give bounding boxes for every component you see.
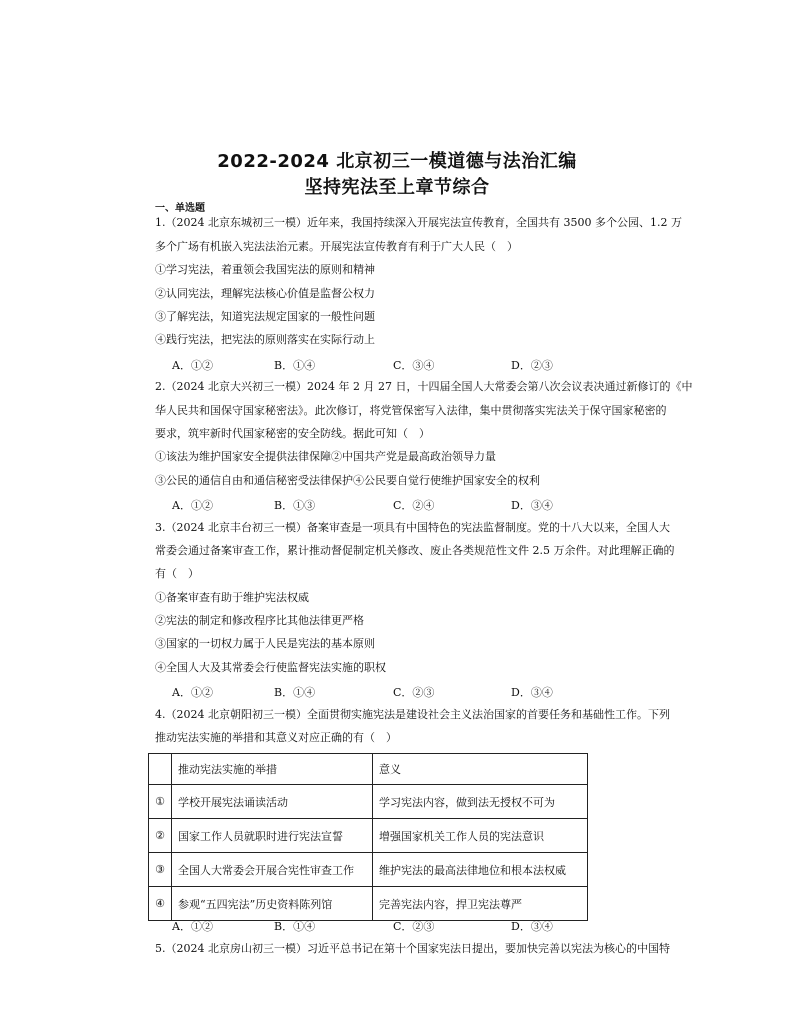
- q3-option-c[interactable]: C．②③: [393, 686, 435, 699]
- table-cell: ④: [149, 887, 172, 921]
- q4-option-b[interactable]: B．①④: [274, 920, 316, 933]
- table-row: [149, 853, 588, 887]
- q1-item-3: ③了解宪法，知道宪法规定国家的一般性问题: [155, 310, 375, 323]
- q1-stem-line1: 1.（2024 北京东城初三一模）近年来，我国持续深入开展宪法宣传教育，全国共有 3500 多个公园、1.2 万: [155, 216, 682, 229]
- table-cell: 学校开展宪法诵读活动: [172, 785, 373, 819]
- table-cell: ②: [149, 819, 172, 853]
- q4-stem-line1: 4.（2024 北京朝阳初三一模）全面贯彻实施宪法是建设社会主义法治国家的首要任务和基础性工作。下列: [155, 708, 670, 721]
- q2-stem-line1: 2.（2024 北京大兴初三一模）2024 年 2 月 27 日，十四届全国人大常委会第八次会议表决通过新修订的《中: [155, 380, 693, 393]
- table-header-cell: [149, 754, 172, 785]
- table-cell: 维护宪法的最高法律地位和根本法权威: [373, 853, 588, 887]
- q4-option-c[interactable]: C．②③: [393, 920, 435, 933]
- document-title: 2022-2024 北京初三一模道德与法治汇编: [217, 151, 577, 172]
- q2-stem-line3: 要求，筑牢新时代国家秘密的安全防线。据此可知（ ）: [155, 427, 430, 440]
- table-header-cell: 推动宪法实施的举措: [172, 754, 373, 785]
- q2-option-d[interactable]: D．③④: [511, 499, 553, 512]
- q2-stem-line2: 华人民共和国保守国家秘密法》。此次修订，将党管保密写入法律，集中贯彻落实宪法关于保守国家秘密的: [155, 404, 667, 417]
- q1-item-4: ④践行宪法，把宪法的原则落实在实际行动上: [155, 333, 375, 346]
- section-heading: 一、单选题: [155, 203, 205, 214]
- table-header-cell: 意义: [373, 754, 588, 785]
- q3-option-b[interactable]: B．①④: [274, 686, 316, 699]
- q4-option-a[interactable]: A．①②: [172, 920, 213, 933]
- q5-stem-line1: 5.（2024 北京房山初三一模）习近平总书记在第十个国家宪法日提出，要加快完善以宪法为核心的中国特: [155, 942, 670, 955]
- table-cell: 参观“五四宪法”历史资料陈列馆: [172, 887, 373, 921]
- table-cell: 全国人大常委会开展合宪性审查工作: [172, 853, 373, 887]
- q1-stem-line2: 多个广场有机嵌入宪法法治元素。开展宪法宣传教育有利于广大人民（ ）: [155, 240, 518, 253]
- q3-item-1: ①备案审查有助于维护宪法权威: [155, 591, 309, 604]
- q1-option-b[interactable]: B．①④: [274, 359, 316, 372]
- q1-option-a[interactable]: A．①②: [172, 359, 213, 372]
- q3-stem-line2: 常委会通过备案审查工作，累计推动督促制定机关修改、废止各类规范性文件 2.5 万余件。对此理解正确的: [155, 544, 675, 557]
- q3-option-d[interactable]: D．③④: [511, 686, 553, 699]
- table-cell: ①: [149, 785, 172, 819]
- q2-option-c[interactable]: C．②④: [393, 499, 435, 512]
- q2-option-b[interactable]: B．①③: [274, 499, 316, 512]
- q2-item-line1: ①该法为维护国家安全提供法律保障②中国共产党是最高政治领导力量: [155, 450, 496, 463]
- table-cell: 国家工作人员就职时进行宪法宣誓: [172, 819, 373, 853]
- q4-stem-line2: 推动宪法实施的举措和其意义对应正确的有（ ）: [155, 731, 397, 744]
- q1-item-1: ①学习宪法，着重领会我国宪法的原则和精神: [155, 263, 375, 276]
- table-row: [149, 785, 588, 819]
- q4-table: [148, 753, 588, 921]
- table-cell: 完善宪法内容，捍卫宪法尊严: [373, 887, 588, 921]
- q1-item-2: ②认同宪法，理解宪法核心价值是监督公权力: [155, 287, 375, 300]
- q2-option-a[interactable]: A．①②: [172, 499, 213, 512]
- q3-item-3: ③国家的一切权力属于人民是宪法的基本原则: [155, 637, 375, 650]
- table-cell: 增强国家机关工作人员的宪法意识: [373, 819, 588, 853]
- table-cell: ③: [149, 853, 172, 887]
- document-subtitle: 坚持宪法至上章节综合: [304, 177, 490, 198]
- q3-option-a[interactable]: A．①②: [172, 686, 213, 699]
- q1-option-c[interactable]: C．③④: [393, 359, 435, 372]
- table-row: [149, 819, 588, 853]
- table-header-row: [149, 754, 588, 785]
- q4-option-d[interactable]: D．③④: [511, 920, 553, 933]
- q3-stem-line3: 有（ ）: [155, 567, 199, 580]
- table-cell: 学习宪法内容，做到法无授权不可为: [373, 785, 588, 819]
- q3-item-4: ④全国人大及其常委会行使监督宪法实施的职权: [155, 661, 386, 674]
- q3-item-2: ②宪法的制定和修改程序比其他法律更严格: [155, 614, 364, 627]
- q1-option-d[interactable]: D．②③: [511, 359, 553, 372]
- q3-stem-line1: 3.（2024 北京丰台初三一模）备案审查是一项具有中国特色的宪法监督制度。党的十八大以来，全国人大: [155, 521, 670, 534]
- table-row: [149, 887, 588, 921]
- q2-item-line2: ③公民的通信自由和通信秘密受法律保护④公民要自觉行使维护国家安全的权利: [155, 474, 540, 487]
